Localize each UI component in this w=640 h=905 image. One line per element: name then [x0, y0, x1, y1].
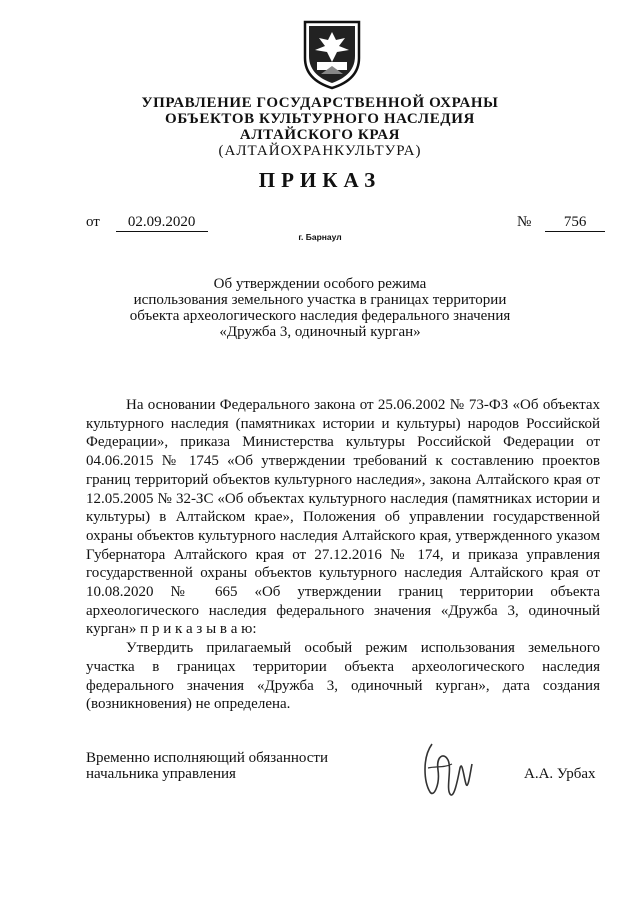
agency-abbreviation: (АЛТАЙОХРАНКУЛЬТУРА) — [218, 143, 422, 159]
order-subject — [0, 276, 640, 340]
subject-line-4: «Дружба 3, одиночный курган» — [219, 324, 421, 340]
date-prefix: от — [86, 214, 100, 230]
document-title: ПРИКАЗ — [258, 168, 382, 192]
document-date: 02.09.2020 — [116, 214, 208, 232]
subject-line-1: Об утверждении особого режима — [213, 276, 427, 292]
subject-line-3: объекта археологического наследия федерального значения — [129, 308, 511, 324]
agency-name-line-1: УПРАВЛЕНИЕ ГОСУДАРСТВЕННОЙ ОХРАНЫ — [141, 95, 499, 111]
body-paragraph-1: На основании Федерального закона от 25.06.2002 № 73-ФЗ «Об объектах культурного наследия (памятниках истории и культуры) народов Российской Федерации», приказа Министерства культуры Российской Федерации от 04.06.2015 № 1745 «Об утверждении требований к составлению проектов границ территорий объектов культурного наследия», закона Алтайского края от 12.05.2005 № 32-ЗС «Об объектах культурного наследия (памятниках истории и культуры) в Алтайском крае», Положения об управлении государственной охраны объектов культурного наследия Алтайского края, утвержденного указом Губернатора Алтайского края от 27.12.2016 № 174, и приказа управления государственной охраны объектов культурного наследия Алтайского края от 10.08.2020 № 665 «Об утверждении границ территории объекта археологического наследия федерального значения «Дружба 3, одиночный курган» п р и к а з ы в а ю: — [86, 397, 600, 638]
date-line — [86, 214, 208, 232]
handwritten-signature-icon — [418, 738, 478, 810]
signatory-position-line-1: Временно исполняющий обязанности — [86, 750, 329, 766]
signatory-position — [86, 750, 328, 782]
number-prefix: № — [517, 214, 532, 230]
coat-of-arms-icon — [299, 18, 365, 90]
order-body — [86, 396, 600, 714]
document-number: 756 — [545, 214, 605, 232]
city-label: г. Барнаул — [298, 232, 342, 242]
agency-name-line-3: АЛТАЙСКОГО КРАЯ — [239, 127, 401, 143]
signatory-position-line-2: начальника управления — [86, 766, 236, 782]
body-paragraph-2: Утвердить прилагаемый особый режим использования земельного участка в границах территории объекта археологического наследия федерального значения «Дружба 3, одиночный курган», дата создания (возникновения) не определена. — [86, 640, 600, 713]
number-line — [517, 214, 605, 232]
subject-line-2: использования земельного участка в границах территории — [133, 292, 507, 308]
signatory-name: А.А. Урбах — [524, 766, 596, 782]
agency-name-line-2: ОБЪЕКТОВ КУЛЬТУРНОГО НАСЛЕДИЯ — [165, 111, 475, 127]
